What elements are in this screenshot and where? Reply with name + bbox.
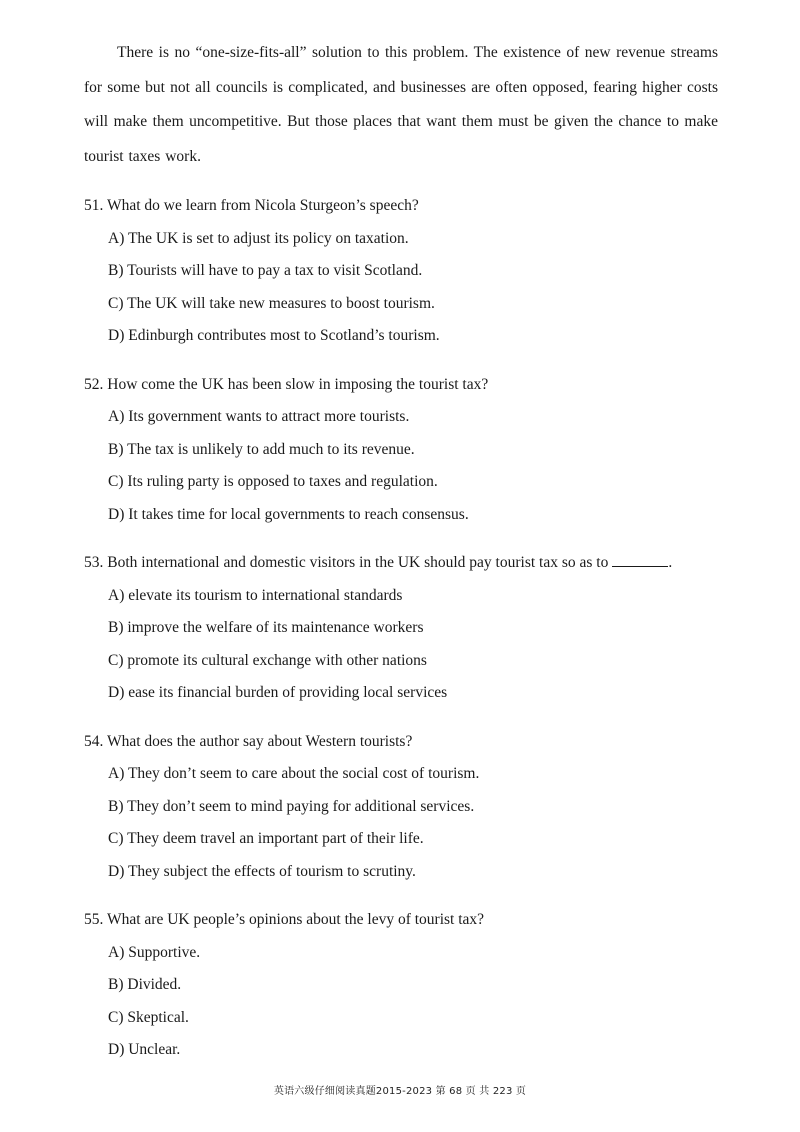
option-c: C) promote its cultural exchange with other nations [108, 651, 427, 669]
option-a: A) Supportive. [108, 943, 201, 961]
option-c: C) They deem travel an important part of their life. [108, 830, 424, 847]
question-stem: 52. How come the UK has been slow in imposing the tourist tax? [84, 375, 489, 393]
option-a: A) elevate its tourism to international standards [108, 586, 403, 604]
question-51 [84, 190, 718, 353]
option-b: B) Tourists will have to pay a tax to visit Scotland. [108, 262, 423, 279]
question-stem: 51. What do we learn from Nicola Sturgeon’s speech? [84, 197, 419, 214]
question-stem: 53. Both international and domestic visitors in the UK should pay tourist tax so as to [84, 554, 609, 571]
option-a: A) The UK is set to adjust its policy on taxation. [108, 229, 409, 247]
option-b: B) Divided. [108, 976, 182, 993]
passage-paragraph: There is no “one-size-fits-all” solution to this problem. The existence of new revenue streams for some but not all councils is complicated, and businesses are often opposed, fearing higher costs will make them uncompetitive. But those places that want them must be given the chance to make tourist taxes work. [84, 44, 718, 165]
option-d: D) Unclear. [108, 1041, 181, 1058]
question-52 [84, 369, 718, 532]
answer-blank [612, 552, 668, 567]
option-b: B) improve the welfare of its maintenance workers [108, 619, 424, 636]
document-page [84, 36, 718, 1067]
question-stem: 54. What does the author say about Western tourists? [84, 732, 413, 750]
question-53 [84, 547, 718, 710]
option-c: C) Its ruling party is opposed to taxes and regulation. [108, 473, 438, 490]
option-b: B) They don’t seem to mind paying for additional services. [108, 797, 475, 815]
option-d: D) ease its financial burden of providing local services [108, 684, 448, 701]
page-footer: 英语六级仔细阅读真题2015-2023 第 68 页 共 223 页 [273, 1086, 527, 1097]
question-stem-line [84, 547, 718, 580]
option-d: D) It takes time for local governments to reach consensus. [108, 505, 469, 523]
option-a: A) They don’t seem to care about the social cost of tourism. [108, 765, 480, 782]
option-c: C) The UK will take new measures to boost tourism. [108, 294, 435, 312]
option-d: D) Edinburgh contributes most to Scotland’s tourism. [108, 327, 440, 344]
option-c: C) Skeptical. [108, 1008, 189, 1026]
option-b: B) The tax is unlikely to add much to its revenue. [108, 440, 415, 458]
option-d: D) They subject the effects of tourism to scrutiny. [108, 862, 416, 880]
question-stem-end: . [668, 554, 673, 571]
option-a: A) Its government wants to attract more tourists. [108, 408, 410, 425]
question-55 [84, 904, 718, 1067]
question-54 [84, 726, 718, 889]
question-stem: 55. What are UK people’s opinions about the levy of tourist tax? [84, 911, 485, 928]
